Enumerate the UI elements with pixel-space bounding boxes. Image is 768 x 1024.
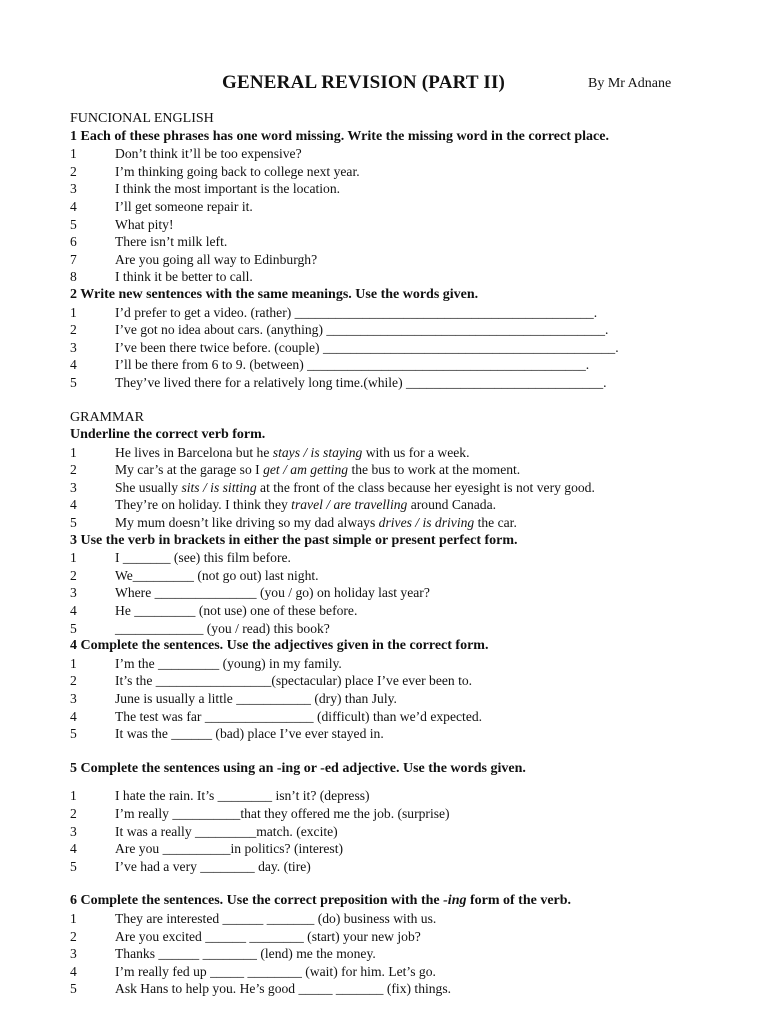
- list-item: [70, 163, 710, 181]
- exercise-3-instruction: 3 Use the verb in brackets in either the past simple or present perfect form.: [70, 532, 518, 548]
- item-number: 1: [70, 910, 77, 926]
- item-number: 4: [70, 357, 77, 373]
- list-item: [70, 251, 710, 269]
- list-item: [70, 708, 710, 726]
- item-text: It’s the _________________(spectacular) place I’ve ever been to.: [115, 673, 473, 689]
- item-text-part: at the front of the class because her eyesight is not very good.: [256, 479, 595, 495]
- item-text: I _______ (see) this film before.: [115, 550, 291, 566]
- item-number: 4: [70, 963, 77, 979]
- item-number: 2: [70, 673, 77, 689]
- item-text: I’ve got no idea about cars. (anything) _________________________________________.: [115, 322, 609, 338]
- item-text: Are you __________in politics? (interest): [115, 841, 344, 857]
- list-item: [70, 602, 710, 620]
- item-text: The test was far ________________ (difficult) than we’d expected.: [115, 708, 483, 724]
- author-credit: By Mr Adnane: [588, 76, 672, 91]
- item-text-part: with us for a week.: [362, 444, 470, 460]
- underline-list: [70, 444, 710, 532]
- item-number: 5: [70, 981, 77, 997]
- item-text: I think the most important is the location.: [115, 181, 341, 197]
- item-text: I’ve been there twice before. (couple) ___________________________________________.: [115, 339, 619, 355]
- item-number: 4: [70, 603, 77, 619]
- item-number: 1: [70, 788, 77, 804]
- item-number: 5: [70, 216, 77, 232]
- item-number: 4: [70, 497, 77, 513]
- item-text: I’m thinking going back to college next year.: [115, 163, 360, 179]
- item-number: 3: [70, 691, 77, 706]
- item-number: 3: [70, 339, 77, 355]
- item-number: 3: [70, 181, 77, 197]
- item-text-part: the car.: [474, 515, 517, 531]
- item-number: 2: [70, 567, 77, 583]
- list-item: [70, 672, 710, 690]
- verb-choice[interactable]: stays / is staying: [272, 444, 363, 460]
- list-item: [70, 823, 710, 841]
- item-number: 3: [70, 946, 77, 962]
- list-item: [70, 496, 710, 514]
- exercise-2-instruction: 2 Write new sentences with the same meanings. Use the words given.: [70, 286, 479, 302]
- item-text: [115, 479, 595, 497]
- list-item: [70, 567, 710, 585]
- item-text: I’m the _________ (young) in my family.: [115, 655, 342, 671]
- list-item: [70, 180, 710, 198]
- item-number: 1: [70, 146, 77, 162]
- item-text: They’ve lived there for a relatively long time.(while) _____________________________.: [115, 374, 607, 390]
- spacer: [70, 875, 710, 892]
- exercise-6-instruction: [70, 892, 710, 910]
- spacer: [70, 392, 710, 409]
- item-number: 3: [70, 823, 77, 839]
- item-text: He _________ (not use) one of these before.: [115, 603, 358, 619]
- item-number: 5: [70, 858, 77, 874]
- item-text-part: around Canada.: [407, 497, 497, 513]
- item-text: We_________ (not go out) last night.: [115, 567, 319, 583]
- spacer: [70, 777, 710, 787]
- item-number: 4: [70, 198, 77, 214]
- item-text: There isn’t milk left.: [115, 234, 228, 250]
- item-number: 7: [70, 251, 77, 267]
- item-text: Where _______________ (you / go) on holiday last year?: [115, 585, 430, 601]
- item-number: 2: [70, 322, 77, 338]
- list-item: [70, 963, 710, 981]
- item-text: I’m really fed up _____ ________ (wait) for him. Let’s go.: [115, 963, 436, 979]
- item-text: I’m really __________that they offered me the job. (surprise): [115, 805, 450, 821]
- exercise-6-list: [70, 910, 710, 998]
- verb-choice[interactable]: drives / is driving: [378, 515, 475, 531]
- item-number: 5: [70, 726, 77, 742]
- item-text: I think it be better to call.: [115, 269, 253, 285]
- exercise-5-list: [70, 787, 710, 875]
- item-text: I’d prefer to get a video. (rather) ____________________________________________.: [115, 304, 598, 320]
- section-heading-grammar: GRAMMAR: [70, 409, 144, 425]
- list-item: [70, 840, 710, 858]
- item-number: 1: [70, 304, 77, 320]
- list-item: [70, 725, 710, 743]
- item-text: They are interested ______ _______ (do) business with us.: [115, 910, 437, 926]
- item-number: 5: [70, 374, 77, 390]
- spacer: [70, 743, 710, 760]
- item-text-part: She usually: [115, 479, 182, 495]
- list-item: [70, 268, 710, 286]
- list-item: [70, 858, 710, 876]
- item-number: 4: [70, 708, 77, 724]
- item-text: It was a really _________match. (excite): [115, 823, 338, 839]
- exercise-1-list: [70, 145, 710, 286]
- item-text-part: the bus to work at the moment.: [348, 462, 521, 478]
- list-item: [70, 584, 710, 602]
- item-number: 2: [70, 928, 77, 944]
- list-item: [70, 655, 710, 673]
- item-text: What pity!: [115, 216, 174, 232]
- item-text: Are you excited ______ ________ (start) your new job?: [115, 928, 421, 944]
- verb-choice[interactable]: travel / are travelling: [291, 497, 408, 513]
- item-number: 8: [70, 269, 77, 285]
- list-item: [70, 444, 710, 462]
- exercise-4-list: [70, 655, 710, 743]
- item-text: Are you going all way to Edinburgh?: [115, 251, 318, 267]
- exercise-2-list: [70, 304, 710, 392]
- exercise-5-instruction: 5 Complete the sentences using an -ing or -ed adjective. Use the words given.: [70, 760, 526, 776]
- verb-choice[interactable]: get / am getting: [263, 462, 349, 478]
- exercise-4-instruction: 4 Complete the sentences. Use the adjectives given in the correct form.: [70, 638, 489, 654]
- instruction-text: form of the verb.: [466, 893, 572, 909]
- item-number: 1: [70, 444, 77, 460]
- item-text-part: He lives in Barcelona but he: [115, 444, 273, 460]
- list-item: [70, 910, 710, 928]
- header: [70, 72, 710, 96]
- list-item: [70, 198, 710, 216]
- item-number: 2: [70, 462, 77, 478]
- instruction-italic: -ing: [443, 893, 467, 909]
- item-number: 6: [70, 234, 77, 250]
- item-number: 5: [70, 620, 77, 636]
- list-item: [70, 805, 710, 823]
- item-number: 1: [70, 655, 77, 671]
- item-text-part: They’re on holiday. I think they: [115, 497, 292, 513]
- list-item: [70, 145, 710, 163]
- list-item: [70, 216, 710, 234]
- exercise-3-list: [70, 549, 710, 637]
- item-text: Ask Hans to help you. He’s good _____ _______ (fix) things.: [115, 981, 452, 997]
- item-number: 3: [70, 479, 77, 495]
- section-heading-functional: FUNCIONAL ENGLISH: [70, 111, 214, 126]
- list-item: [70, 549, 710, 567]
- list-item: [70, 304, 710, 322]
- item-text: Don’t think it’ll be too expensive?: [115, 146, 302, 162]
- list-item: [70, 620, 710, 638]
- page-title: GENERAL REVISION (PART II): [222, 72, 506, 93]
- list-item: [70, 945, 710, 963]
- item-text: [115, 514, 517, 532]
- underline-instruction: Underline the correct verb form.: [70, 427, 266, 443]
- list-item: [70, 461, 710, 479]
- item-number: 4: [70, 841, 77, 857]
- list-item: [70, 321, 710, 339]
- item-text: _____________ (you / read) this book?: [115, 620, 330, 636]
- list-item: [70, 980, 710, 998]
- item-text: I’ve had a very ________ day. (tire): [115, 858, 311, 874]
- item-text: [115, 461, 520, 479]
- list-item: [70, 356, 710, 374]
- list-item: [70, 374, 710, 392]
- item-text: I hate the rain. It’s ________ isn’t it? (depress): [115, 788, 370, 804]
- exercise-1-instruction: 1 Each of these phrases has one word missing. Write the missing word in the correct place.: [70, 128, 609, 144]
- list-item: [70, 787, 710, 805]
- item-number: 2: [70, 163, 77, 179]
- item-text: Thanks ______ ________ (lend) me the money.: [115, 946, 376, 962]
- list-item: [70, 928, 710, 946]
- item-text: [115, 496, 496, 514]
- item-number: 5: [70, 515, 77, 531]
- instruction-text: 6 Complete the sentences. Use the correct preposition with the: [70, 893, 444, 909]
- item-number: 3: [70, 585, 77, 601]
- item-text: June is usually a little ___________ (dry) than July.: [115, 691, 397, 706]
- item-number: 1: [70, 550, 77, 566]
- item-text-part: My mum doesn’t like driving so my dad always: [115, 515, 379, 531]
- verb-choice[interactable]: sits / is sitting: [181, 479, 257, 495]
- item-text: It was the ______ (bad) place I’ve ever stayed in.: [115, 726, 384, 742]
- item-number: 2: [70, 805, 77, 821]
- worksheet-content: [70, 110, 710, 998]
- item-text: I’ll get someone repair it.: [115, 198, 253, 214]
- item-text-part: My car’s at the garage so I: [115, 462, 264, 478]
- list-item: [70, 479, 710, 497]
- list-item: [70, 690, 710, 708]
- item-text: [115, 444, 470, 462]
- list-item: [70, 339, 710, 357]
- item-text: I’ll be there from 6 to 9. (between) _________________________________________.: [115, 357, 590, 373]
- list-item: [70, 233, 710, 251]
- list-item: [70, 514, 710, 532]
